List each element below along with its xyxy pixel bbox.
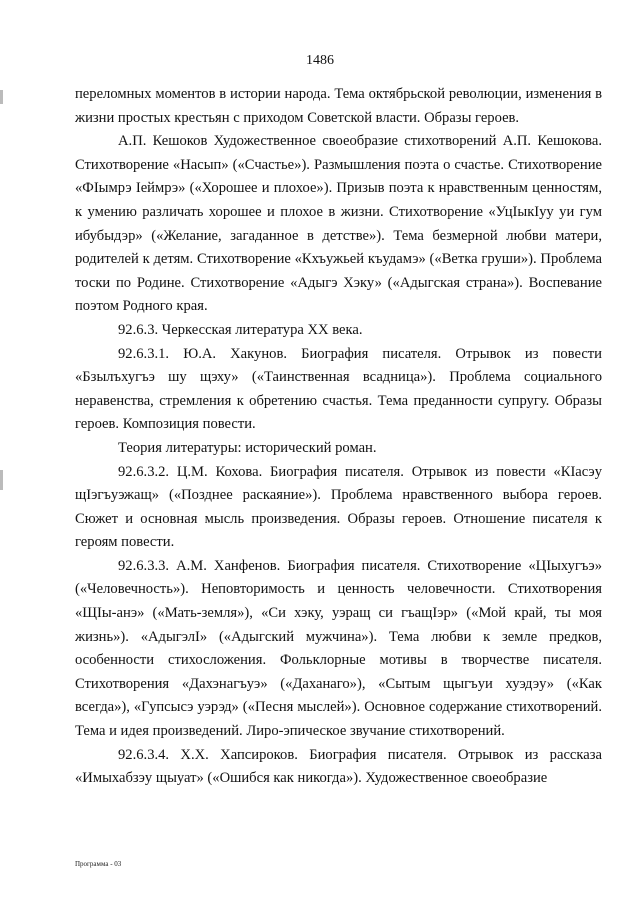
- paragraph: 92.6.3.2. Ц.М. Кохова. Биография писателя. Отрывок из повести «КIасэу щIэгъуэжащ» («Позднее раскаяние»). Проблема нравственного выбора героев. Сюжет и основная мысль произведения. Образы героев. Отношение писателя к героям повести.: [75, 463, 602, 551]
- paragraph: А.П. Кешоков Художественное своеобразие стихотворений А.П. Кешокова. Стихотворение «Насып» («Счастье»). Размышления поэта о счастье. Стихотворение «ФIымрэ Iеймрэ» («Хорошее и плохое»). Призыв поэта к нравственным ценностям, к умению различать хорошее и плохое в жизни. Стихотворение «УцIыкIуу уи гум ибубыдэр» («Желание, загаданное в детстве»). Тема безмерной любви матери, родителей к детям. Стихотворение «Кхъужьей къудамэ» («Ветка груши»). Проблема тоски по Родине. Стихотворение «Адыгэ Хэку» («Адыгская страна»). Воспевание поэтом Родного края.: [75, 133, 602, 315]
- paragraph: 92.6.3.1. Ю.А. Хакунов. Биография писателя. Отрывок из повести «Бзылъхугъэ шу щэху» («Таинственная всадница»). Проблема социального неравенства, стремления к обретению счастья. Тема преданности супругу. Образы героев. Композиция повести.: [75, 345, 602, 433]
- paragraph: 92.6.3.3. А.М. Ханфенов. Биография писателя. Стихотворение «ЦIыхугъэ» («Человечность»). Неповторимость и ценность человечности. Стихотворения «ЩIы-анэ» («Мать-земля»), «Си хэку, уэращ си гъащIэр» («Мой край, ты моя жизнь»). «АдыгэлI» («Адыгский мужчина»). Тема любви к земле предков, особенности стихосложения. Фольклорные мотивы в творчестве писателя. Стихотворения «Дахэнагъуэ» («Даханаго»), «Сытым щыгъуи хуэдэу» («Как всегда»), «Гупсысэ уэрэд» («Песня мыслей»). Основное содержание стихотворений. Тема и идея произведений. Лиро-эпическое звучание стихотворений.: [75, 557, 602, 740]
- paragraph: Теория литературы: исторический роман.: [118, 439, 377, 456]
- left-edge-mark: [0, 90, 3, 104]
- page-number: 1486: [306, 53, 334, 68]
- footer-label: Программа - 03: [75, 860, 122, 868]
- section-heading: 92.6.3. Черкесская литература XX века.: [118, 321, 363, 338]
- document-body: [75, 83, 602, 791]
- paragraph: переломных моментов в истории народа. Тема октябрьской революции, изменения в жизни простых крестьян с приходом Советской власти. Образы героев.: [75, 86, 602, 126]
- paragraph: 92.6.3.4. Х.Х. Хапсироков. Биография писателя. Отрывок из рассказа «Имыхабзэу щыуат» («Ошибся как никогда»). Художественное своеобразие: [75, 746, 602, 787]
- left-edge-mark: [0, 470, 3, 490]
